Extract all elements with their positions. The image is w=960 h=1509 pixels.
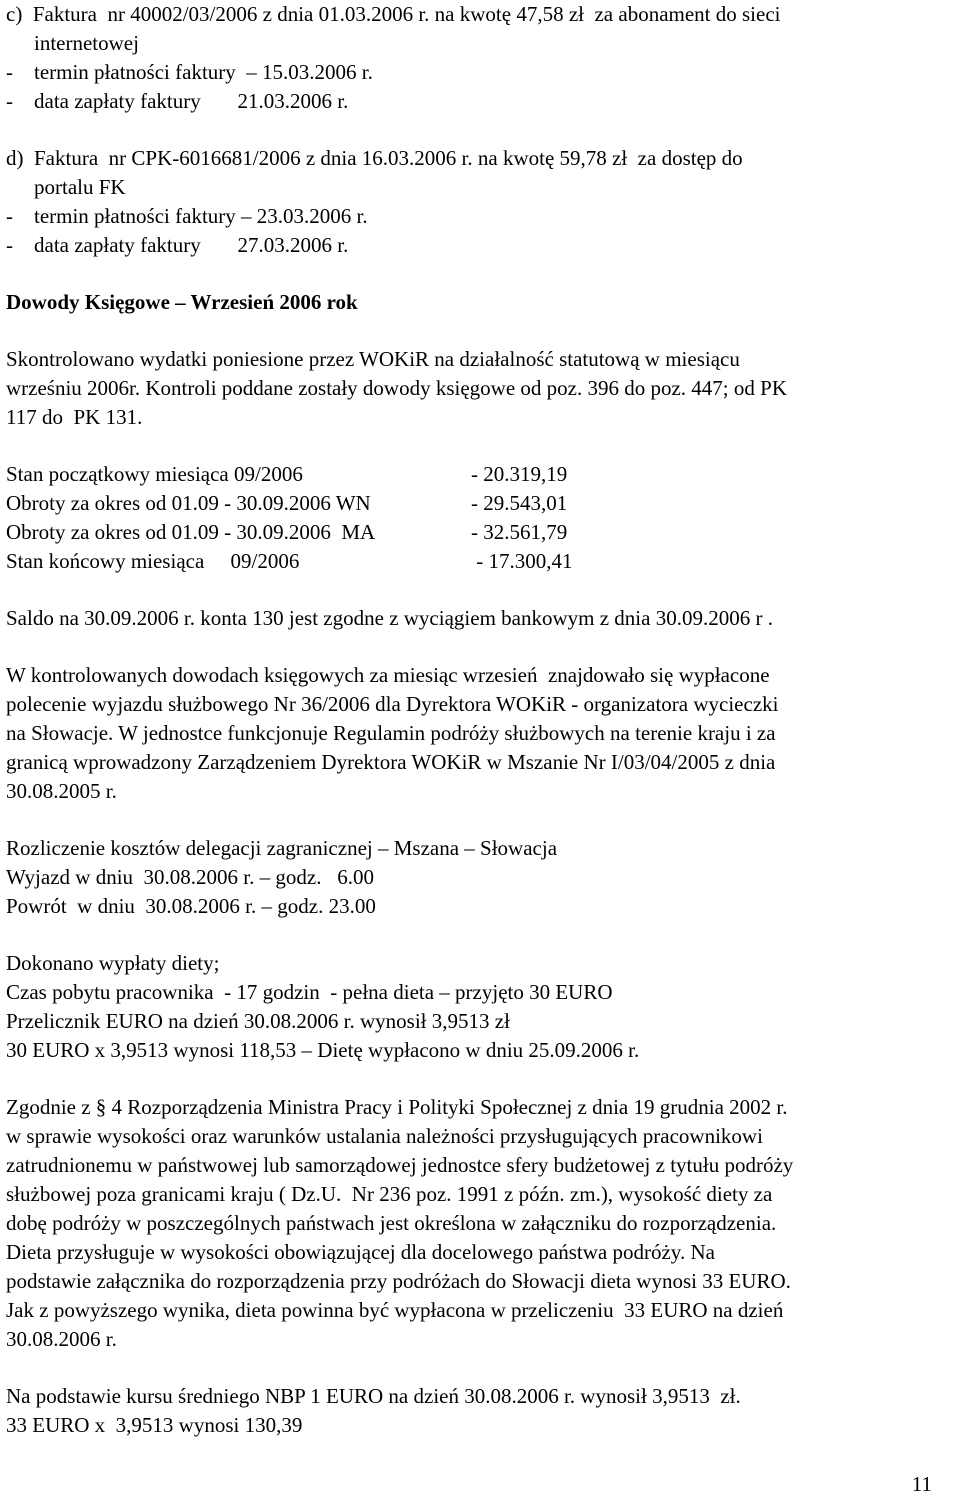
balance-row [6, 460, 954, 489]
saldo-line: Saldo na 30.09.2006 r. konta 130 jest zgodne z wyciągiem bankowym z dnia 30.09.2006 r . [6, 606, 773, 630]
paragraph-line: zatrudnionemu w państwowej lub samorządowej jednostce sfery budżetowej z tytułu podróży [6, 1153, 794, 1177]
paragraph-line: granicą wprowadzony Zarządzeniem Dyrektora WOKiR w Mszanie Nr I/03/04/2005 z dnia [6, 750, 776, 774]
document-page [6, 0, 954, 1440]
paragraph-line: wrześniu 2006r. Kontroli poddane zostały dowody księgowe od poz. 396 do poz. 447; od PK [6, 376, 787, 400]
paragraph-line: służbowej poza granicami kraju ( Dz.U. Nr 236 poz. 1991 z późn. zm.), wysokość diety za [6, 1182, 773, 1206]
balance-value: - 20.319,19 [471, 462, 568, 486]
invoice-d-line: d) Faktura nr CPK-6016681/2006 z dnia 16.03.2006 r. na kwotę 59,78 zł za dostęp do [6, 146, 743, 170]
paragraph-line: 30.08.2005 r. [6, 779, 117, 803]
paragraph-line: W kontrolowanych dowodach księgowych za miesiąc wrzesień znajdowało się wypłacone [6, 663, 770, 687]
paragraph-line: na Słowacje. W jednostce funkcjonuje Regulamin podróży służbowych na terenie kraju i za [6, 721, 776, 745]
balance-row [6, 547, 954, 576]
diet-line: 30 EURO x 3,9513 wynosi 118,53 – Dietę wypłacono w dniu 25.09.2006 r. [6, 1038, 640, 1062]
settlement-return: Powrót w dniu 30.08.2006 r. – godz. 23.00 [6, 894, 376, 918]
paragraph-line: Skontrolowano wydatki poniesione przez WOKiR na działalność statutową w miesiącu [6, 347, 740, 371]
invoice-d-term: - termin płatności faktury – 23.03.2006 r. [6, 204, 368, 228]
regulation-paragraph [6, 1093, 954, 1354]
settlement-block [6, 834, 954, 921]
paragraph-line: Jak z powyższego wynika, dieta powinna być wypłacona w przeliczeniu 33 EURO na dzień [6, 1298, 784, 1322]
invoice-c-paid: - data zapłaty faktury 21.03.2006 r. [6, 89, 349, 113]
settlement-title: Rozliczenie kosztów delegacji zagranicznej – Mszana – Słowacja [6, 836, 558, 860]
balance-value: - 17.300,41 [471, 549, 573, 573]
section-heading: Dowody Księgowe – Wrzesień 2006 rok [6, 290, 358, 314]
invoice-c-term: - termin płatności faktury – 15.03.2006 r. [6, 60, 373, 84]
balance-row [6, 489, 954, 518]
invoice-d [6, 144, 954, 260]
summary-paragraph [6, 345, 954, 432]
paragraph-line: Dieta przysługuje w wysokości obowiązującej dla docelowego państwa podróży. Na [6, 1240, 715, 1264]
diet-line: Czas pobytu pracownika - 17 godzin - pełna dieta – przyjęto 30 EURO [6, 980, 613, 1004]
invoice-c-line: internetowej [34, 31, 139, 55]
balance-label: Obroty za okres od 01.09 - 30.09.2006 MA [6, 520, 376, 544]
balance-label: Stan początkowy miesiąca 09/2006 [6, 462, 303, 486]
balance-value: - 32.561,79 [471, 520, 568, 544]
paragraph-line: podstawie załącznika do rozporządzenia przy podróżach do Słowacji dieta wynosi 33 EURO. [6, 1269, 791, 1293]
invoice-c [6, 0, 954, 116]
balance-value: - 29.543,01 [471, 491, 568, 515]
paragraph-line: Zgodnie z § 4 Rozporządzenia Ministra Pracy i Polityki Społecznej z dnia 19 grudnia 2002 r. [6, 1095, 788, 1119]
paragraph-line: polecenie wyjazdu służbowego Nr 36/2006 dla Dyrektora WOKiR - organizatora wycieczki [6, 692, 779, 716]
balance-label: Stan końcowy miesiąca 09/2006 [6, 549, 300, 573]
paragraph-line: 117 do PK 131. [6, 405, 143, 429]
invoice-d-line: portalu FK [34, 175, 126, 199]
page-number: 11 [911, 1472, 932, 1496]
nbp-line: Na podstawie kursu średniego NBP 1 EURO na dzień 30.08.2006 r. wynosił 3,9513 zł. [6, 1384, 741, 1408]
paragraph-line: dobę podróży w poszczególnych państwach jest określona w załączniku do rozporządzenia. [6, 1211, 777, 1235]
settlement-departure: Wyjazd w dniu 30.08.2006 r. – godz. 6.00 [6, 865, 374, 889]
balance-row [6, 518, 954, 547]
travel-paragraph [6, 661, 954, 806]
paragraph-line: w sprawie wysokości oraz warunków ustalania należności przysługujących pracownikowi [6, 1124, 763, 1148]
diet-block [6, 949, 954, 1065]
balances-table [6, 460, 954, 576]
diet-line: Przelicznik EURO na dzień 30.08.2006 r. wynosił 3,9513 zł [6, 1009, 510, 1033]
balance-label: Obroty za okres od 01.09 - 30.09.2006 WN [6, 491, 371, 515]
paragraph-line: 30.08.2006 r. [6, 1327, 117, 1351]
invoice-d-paid: - data zapłaty faktury 27.03.2006 r. [6, 233, 349, 257]
diet-line: Dokonano wypłaty diety; [6, 951, 220, 975]
invoice-c-line: c) Faktura nr 40002/03/2006 z dnia 01.03.2006 r. na kwotę 47,58 zł za abonament do sieci [6, 2, 781, 26]
nbp-block [6, 1382, 954, 1440]
nbp-line: 33 EURO x 3,9513 wynosi 130,39 [6, 1413, 303, 1437]
